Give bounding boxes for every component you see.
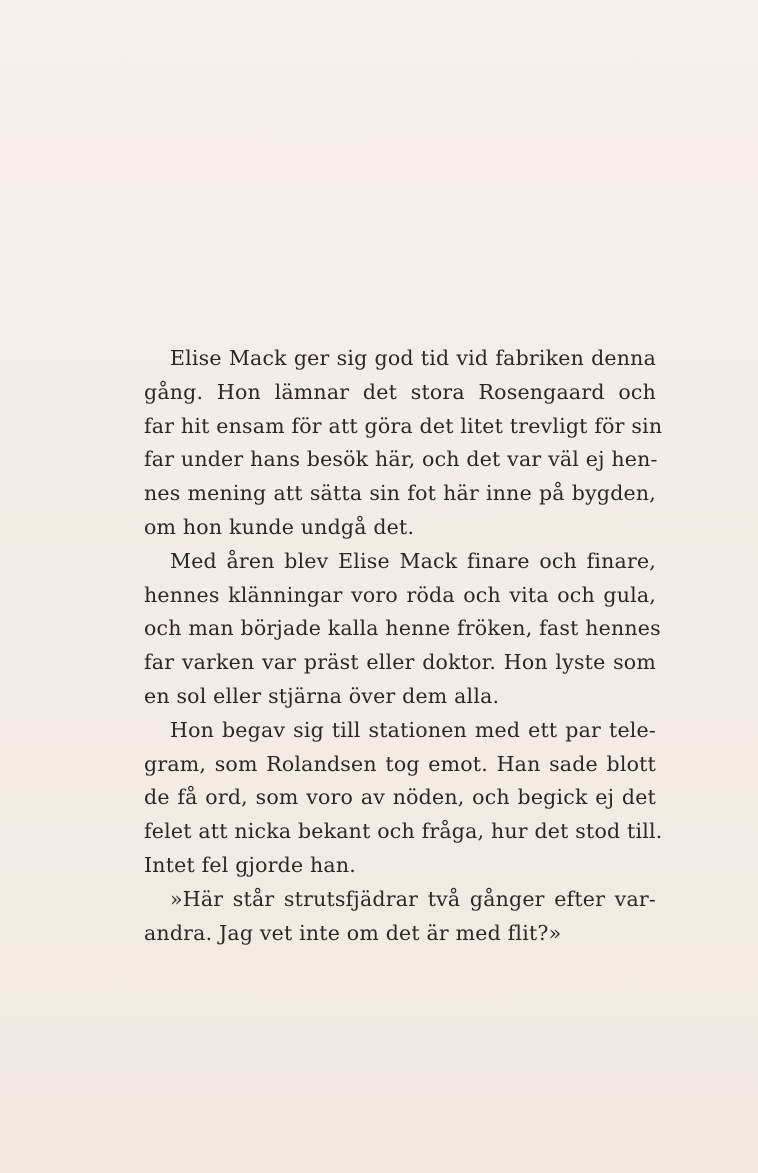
text-line: Med åren blev Elise Mack finare och finare, — [170, 548, 656, 573]
text-line: far hit ensam för att göra det litet trevligt för sin — [144, 413, 663, 438]
text-line: de få ord, som voro av nöden, och begick ej det — [144, 785, 656, 810]
text-line: far under hans besök här, och det var väl ej hen- — [144, 447, 658, 472]
paragraph-3 — [144, 714, 663, 883]
text-line: Intet fel gjorde han. — [144, 852, 356, 877]
text-line: gram, som Rolandsen tog emot. Han sade blott — [144, 751, 656, 776]
paragraph-2 — [144, 545, 661, 714]
text-line: andra. Jag vet inte om det är med flit?» — [144, 920, 562, 945]
text-line: en sol eller stjärna över dem alla. — [144, 683, 500, 708]
text-line: Hon begav sig till stationen med ett par tele- — [170, 717, 656, 742]
text-line: om hon kunde undgå det. — [144, 514, 415, 539]
text-line: »Här står strutsfjädrar två gånger efter var- — [170, 886, 656, 911]
body-text — [144, 342, 663, 950]
text-line: gång. Hon lämnar det stora Rosengaard och — [144, 379, 656, 404]
paragraph-1 — [144, 342, 663, 545]
text-line: felet att nicka bekant och fråga, hur det stod till. — [144, 819, 663, 844]
text-line: nes mening att sätta sin fot här inne på bygden, — [144, 481, 656, 506]
paragraph-4 — [144, 883, 656, 951]
text-line: far varken var präst eller doktor. Hon lyste som — [144, 650, 656, 675]
text-line: och man började kalla henne fröken, fast hennes — [144, 616, 661, 641]
text-line: hennes klänningar voro röda och vita och gula, — [144, 582, 656, 607]
text-line: Elise Mack ger sig god tid vid fabriken denna — [170, 346, 656, 370]
